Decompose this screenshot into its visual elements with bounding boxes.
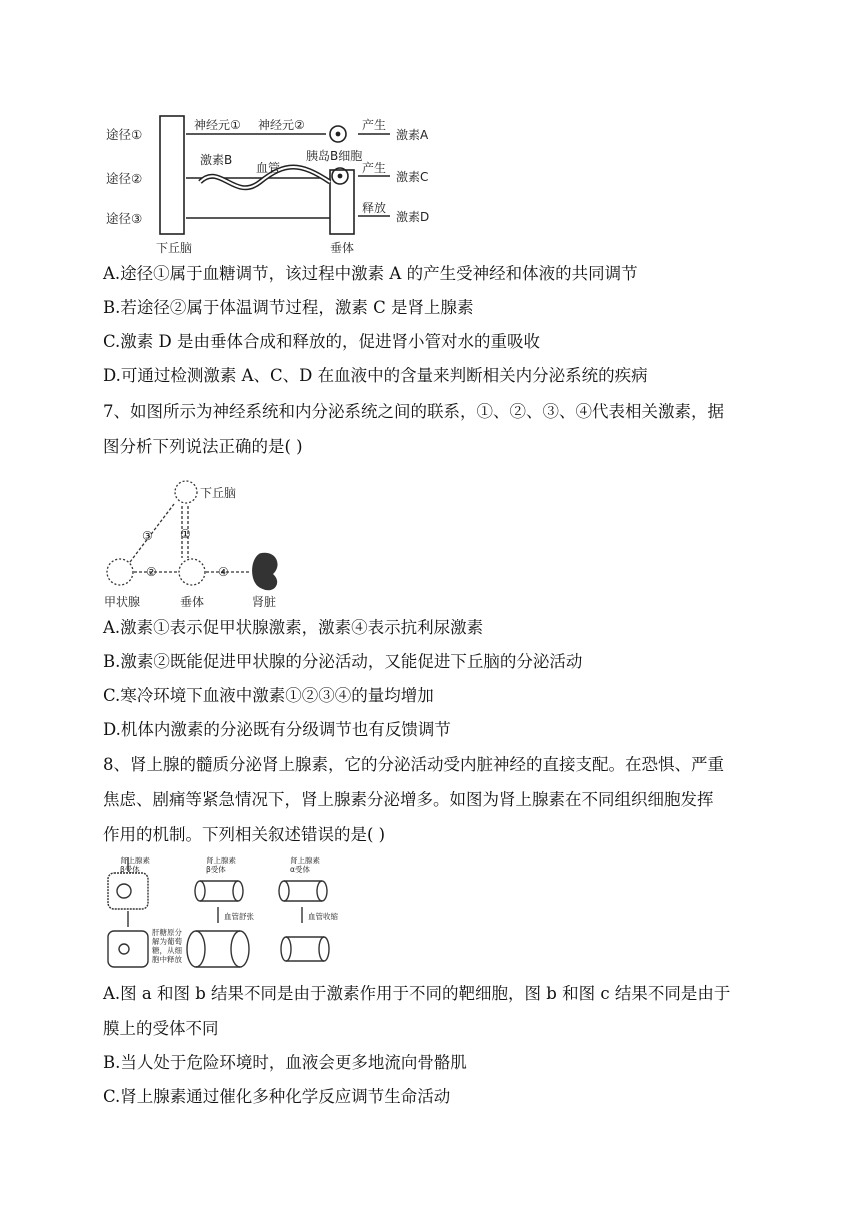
q7-option-c: C.寒冷环境下血液中激素①②③④的量均增加	[103, 686, 434, 705]
kidney-label: 肾脏	[252, 595, 277, 609]
panel-a-label1: 肾上腺素	[120, 856, 150, 865]
q6-option-d: D.可通过检测激素 A、C、D 在血液中的含量来判断相关内分泌系统的疾病	[103, 366, 648, 385]
vessel-label: 血管	[256, 161, 281, 175]
hypothalamus-label: 下丘脑	[200, 486, 237, 500]
produce-c-label: 产生	[362, 161, 387, 175]
hormone-d-label: 激素D	[396, 210, 430, 224]
produce-a-label: 产生	[362, 118, 387, 132]
path3-label: 途径③	[106, 211, 143, 226]
q8-stem-line2: 焦虑、剧痛等紧急情况下，肾上腺素分泌增多。如图为肾上腺素在不同组织细胞发挥	[103, 790, 714, 809]
q7-option-d: D.机体内激素的分泌既有分级调节也有反馈调节	[103, 720, 451, 739]
q8-option-c: C.肾上腺素通过催化多种化学反应调节生命活动	[103, 1087, 451, 1106]
hormone-2-marker: ②	[146, 565, 157, 579]
hypothalamus-label: 下丘脑	[156, 241, 193, 255]
hypothalamus-box	[160, 116, 184, 234]
panel-c-result: 血管收缩	[308, 912, 338, 921]
pituitary-label: 垂体	[330, 241, 355, 255]
islet-b-cell-label: 胰岛B细胞	[306, 149, 363, 163]
panel-c-label1: 肾上腺素	[290, 856, 320, 865]
q8-option-b: B.当人处于危险环境时，血液会更多地流向骨骼肌	[103, 1053, 467, 1072]
hormone-4-marker: ④	[218, 565, 229, 579]
panel-b-label2: β受体	[206, 865, 226, 874]
thyroid-label: 甲状腺	[104, 595, 141, 609]
figure-hormone-pathways	[100, 112, 460, 258]
path1-label: 途径①	[106, 127, 143, 142]
figure-adrenaline-mechanism	[100, 853, 360, 975]
neuron1-label: 神经元①	[194, 118, 241, 132]
panel-b-result: 血管舒张	[224, 912, 254, 921]
q6-option-a: A.途径①属于血糖调节，该过程中激素 A 的产生受神经和体液的共同调节	[103, 264, 638, 283]
q8-stem-line3: 作用的机制。下列相关叙述错误的是( )	[103, 825, 386, 844]
hormone-3-marker: ③	[142, 529, 153, 543]
q7-stem-line1: 7、如图所示为神经系统和内分泌系统之间的联系，①、②、③、④代表相关激素，据	[103, 402, 724, 421]
panel-a-result-2: 解为葡萄	[152, 937, 182, 946]
path2-label: 途径②	[106, 171, 143, 186]
pituitary-label: 垂体	[180, 595, 205, 609]
panel-c-label2: α受体	[290, 865, 310, 874]
q7-stem-line2: 图分析下列说法正确的是( )	[103, 437, 303, 456]
q7-option-b: B.激素②既能促进甲状腺的分泌活动，又能促进下丘脑的分泌活动	[103, 652, 583, 671]
panel-a-result-3: 糖，从细	[152, 946, 182, 955]
q8-stem-line1: 8、肾上腺的髓质分泌肾上腺素，它的分泌活动受内脏神经的直接支配。在恐惧、严重	[103, 755, 724, 774]
panel-a-label2: β受体	[120, 865, 140, 874]
release-label: 释放	[362, 201, 387, 215]
hormone-c-label: 激素C	[396, 170, 429, 184]
q8-option-a-line1: A.图 a 和图 b 结果不同是由于激素作用于不同的靶细胞，图 b 和图 c 结果不同是由于	[103, 984, 731, 1003]
hormone-b-label: 激素B	[200, 153, 233, 167]
panel-b-label1: 肾上腺素	[206, 856, 236, 865]
q6-option-b: B.若途径②属于体温调节过程，激素 C 是肾上腺素	[103, 298, 474, 317]
q6-option-c: C.激素 D 是由垂体合成和释放的，促进肾小管对水的重吸收	[103, 332, 541, 351]
hormone-a-label: 激素A	[396, 128, 429, 142]
q8-option-a-line2: 膜上的受体不同	[103, 1019, 219, 1038]
panel-a-result-4: 胞中释放	[152, 955, 182, 964]
panel-a-result-1: 肝糖原分	[152, 928, 182, 937]
figure-endocrine-links	[100, 474, 300, 610]
neuron2-label: 神经元②	[258, 118, 305, 132]
q7-option-a: A.激素①表示促甲状腺激素，激素④表示抗利尿激素	[103, 618, 484, 637]
hormone-1-marker: ①	[180, 527, 191, 541]
